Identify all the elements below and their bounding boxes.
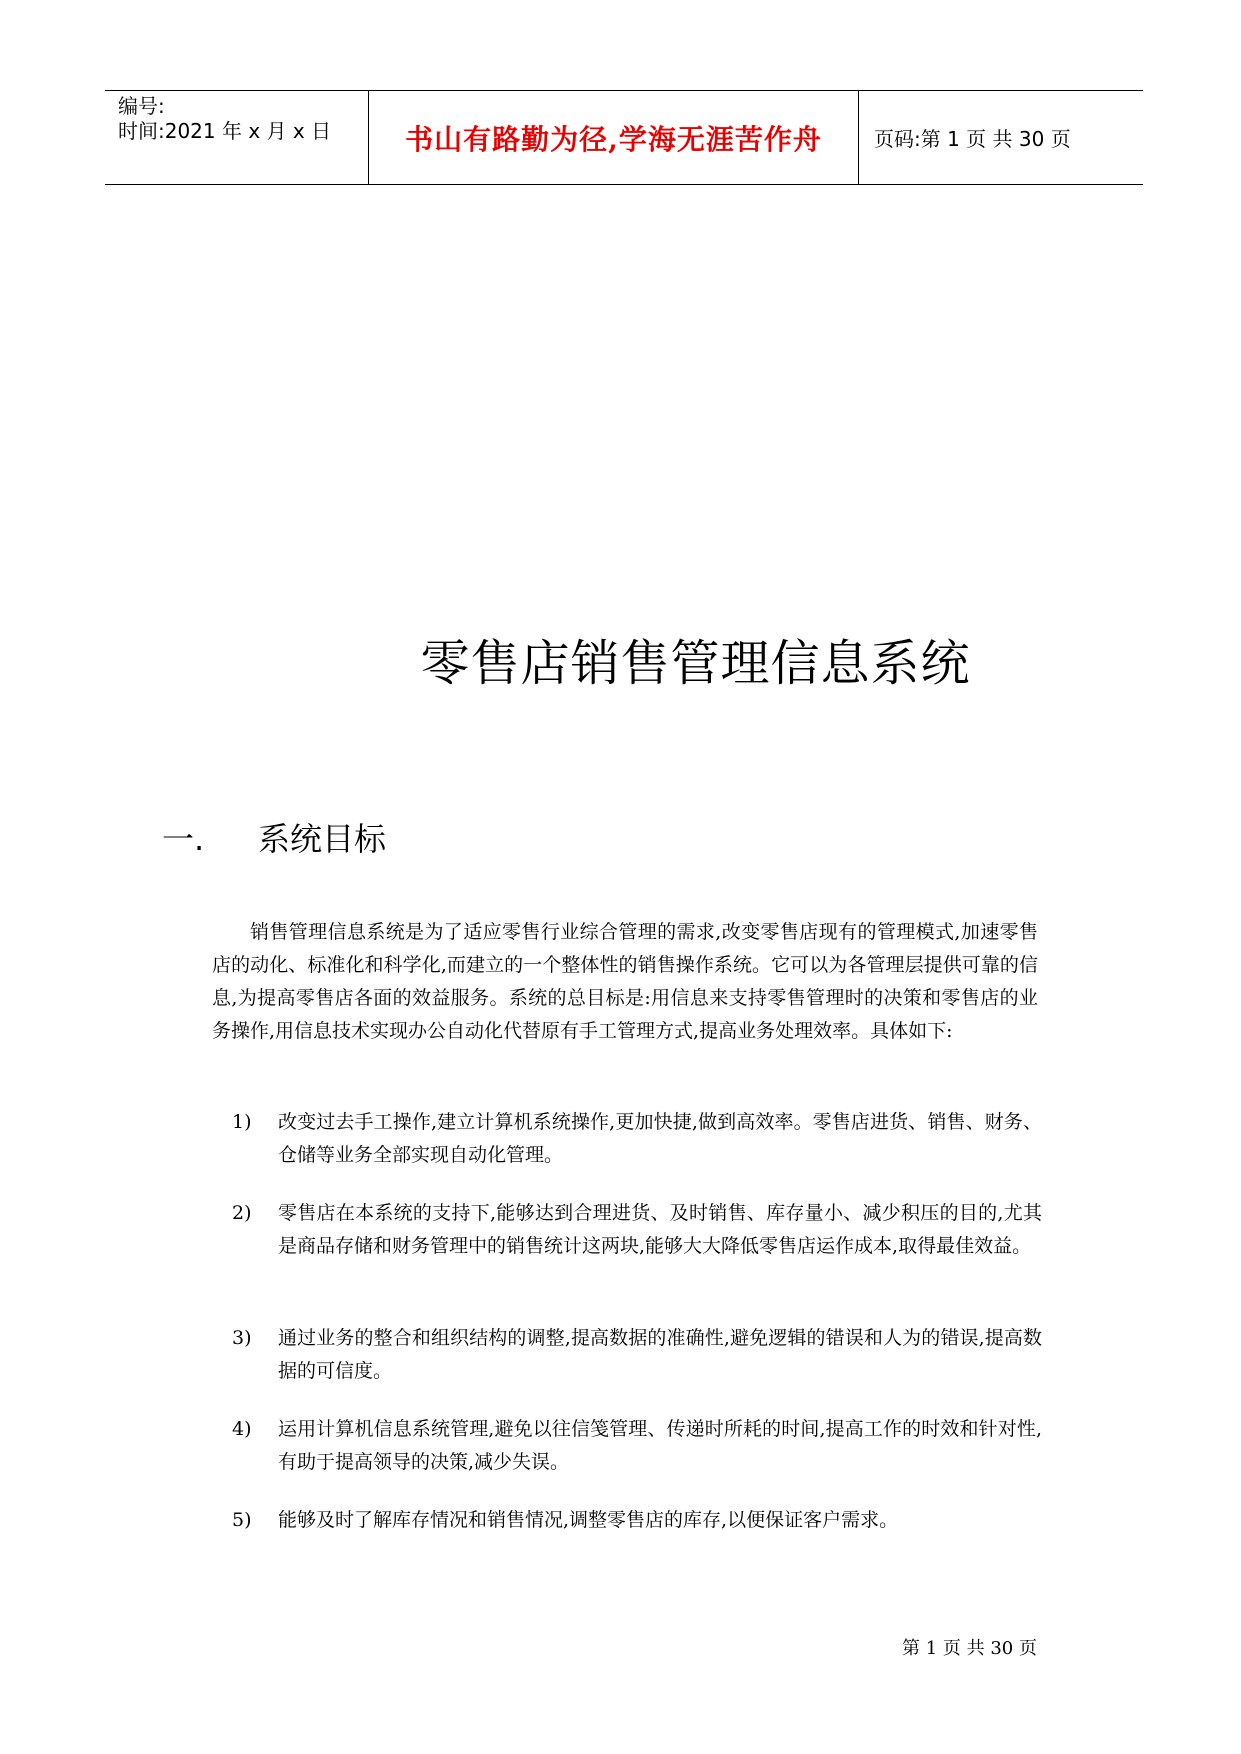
list-item — [232, 1322, 1042, 1388]
header-meta-cell — [105, 91, 369, 184]
list-item — [232, 1413, 1042, 1479]
list-item-text: 通过业务的整合和组织结构的调整,提高数据的准确性,避免逻辑的错误和人为的错误,提高数据的可信度。 — [278, 1327, 1042, 1382]
section-number: 一. — [162, 820, 205, 858]
header-page-cell — [860, 91, 1143, 184]
header-slogan-cell — [369, 91, 859, 184]
intro-text: 销售管理信息系统是为了适应零售行业综合管理的需求,改变零售店现有的管理模式,加速零售店的动化、标准化和科学化,而建立的一个整体性的销售操作系统。它可以为各管理层提供可靠的信息,为提高零售店各面的效益服务。系统的总目标是:用信息来支持零售管理时的决策和零售店的业务操作,用信息技术实现办公自动化代替原有手工管理方式,提高业务处理效率。具体如下: — [212, 921, 1038, 1042]
serial-number-label: 编号: — [118, 94, 165, 118]
list-item — [232, 1106, 1042, 1172]
list-item-number: 1) — [232, 1111, 252, 1133]
date-label: 时间:2021 年 x 月 x 日 — [118, 119, 332, 143]
section-heading — [162, 814, 386, 860]
intro-paragraph — [212, 916, 1038, 1048]
page-footer: 第 1 页 共 30 页 — [902, 1638, 1037, 1659]
list-item-number: 3) — [232, 1327, 252, 1349]
page-info: 页码:第 1 页 共 30 页 — [874, 127, 1071, 151]
list-item — [232, 1197, 1042, 1263]
list-item-text: 零售店在本系统的支持下,能够达到合理进货、及时销售、库存量小、减少积压的目的,尤其是商品存储和财务管理中的销售统计这两块,能够大大降低零售店运作成本,取得最佳效益。 — [278, 1202, 1042, 1257]
list-item-number: 2) — [232, 1202, 252, 1224]
list-item-text: 运用计算机信息系统管理,避免以往信笺管理、传递时所耗的时间,提高工作的时效和针对性,有助于提高领导的决策,减少失误。 — [278, 1418, 1042, 1473]
list-item-text: 能够及时了解库存情况和销售情况,调整零售店的库存,以便保证客户需求。 — [278, 1509, 899, 1531]
header-table — [105, 90, 1143, 185]
slogan-text: 书山有路勤为径,学海无涯苦作舟 — [405, 122, 822, 156]
section-title: 系统目标 — [258, 820, 387, 858]
list-item-number: 5) — [232, 1509, 252, 1531]
list-item-text: 改变过去手工操作,建立计算机系统操作,更加快捷,做到高效率。零售店进货、销售、财务、仓储等业务全部实现自动化管理。 — [278, 1111, 1042, 1166]
document-title: 零售店销售管理信息系统 — [420, 635, 971, 692]
list-item — [232, 1504, 1042, 1537]
list-item-number: 4) — [232, 1418, 252, 1440]
